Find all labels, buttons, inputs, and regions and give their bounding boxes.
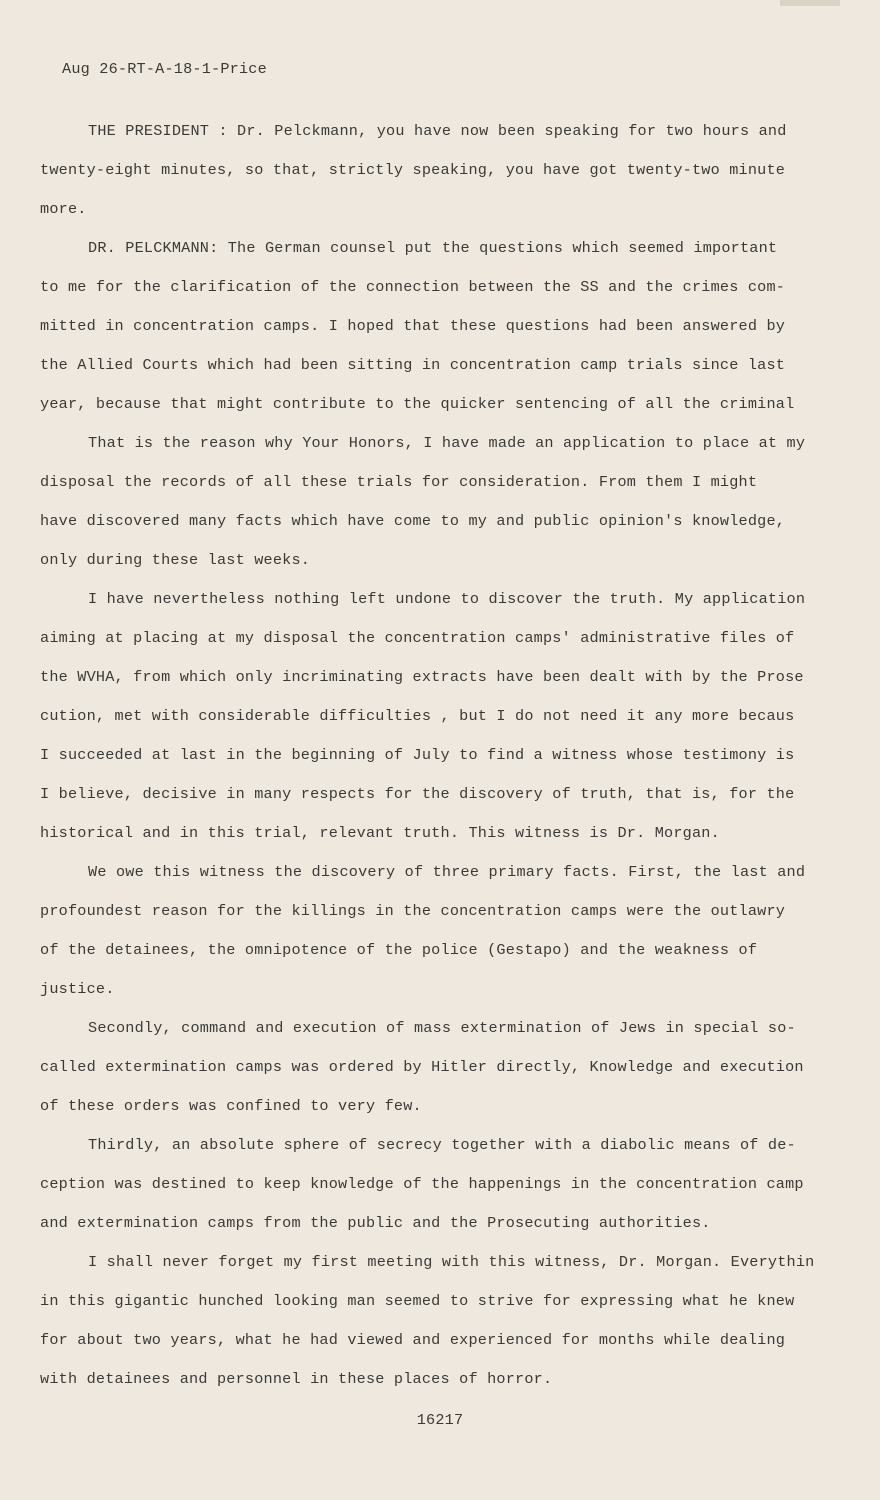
- text-line: for about two years, what he had viewed and experienced for months while dealing: [40, 1331, 786, 1349]
- document-body: [40, 120, 840, 1407]
- text-line: disposal the records of all these trials for consideration. From them I might: [40, 473, 758, 491]
- text-line: the Allied Courts which had been sitting in concentration camp trials since last: [40, 356, 786, 374]
- text-line: I shall never forget my first meeting with this witness, Dr. Morgan. Everythin: [88, 1253, 815, 1271]
- text-line: of these orders was confined to very few.: [40, 1097, 422, 1115]
- text-line: I succeeded at last in the beginning of July to find a witness whose testimony is: [40, 746, 795, 764]
- page-number: 16217: [416, 1411, 464, 1429]
- document-header: Aug 26-RT-A-18-1-Price: [62, 60, 267, 78]
- text-line: mitted in concentration camps. I hoped that these questions had been answered by: [40, 317, 786, 335]
- text-line: twenty-eight minutes, so that, strictly speaking, you have got twenty-two minute: [40, 161, 786, 179]
- text-line: DR. PELCKMANN: The German counsel put the questions which seemed important: [88, 239, 778, 257]
- text-line: That is the reason why Your Honors, I have made an application to place at my: [88, 434, 806, 452]
- text-line: have discovered many facts which have come to my and public opinion's knowledge,: [40, 512, 786, 530]
- text-line: justice.: [40, 980, 115, 998]
- text-line: THE PRESIDENT : Dr. Pelckmann, you have now been speaking for two hours and: [88, 122, 787, 140]
- text-line: in this gigantic hunched looking man seemed to strive for expressing what he knew: [40, 1292, 795, 1310]
- text-line: of the detainees, the omnipotence of the police (Gestapo) and the weakness of: [40, 941, 758, 959]
- text-line: cution, met with considerable difficulties , but I do not need it any more becaus: [40, 707, 795, 725]
- text-line: to me for the clarification of the connection between the SS and the crimes com-: [40, 278, 786, 296]
- text-line: I have nevertheless nothing left undone to discover the truth. My application: [88, 590, 806, 608]
- text-line: year, because that might contribute to the quicker sentencing of all the criminal: [40, 395, 795, 413]
- text-line: profoundest reason for the killings in the concentration camps were the outlawry: [40, 902, 786, 920]
- text-line: aiming at placing at my disposal the concentration camps' administrative files of: [40, 629, 795, 647]
- text-line: with detainees and personnel in these places of horror.: [40, 1370, 553, 1388]
- text-line: called extermination camps was ordered by Hitler directly, Knowledge and execution: [40, 1058, 804, 1076]
- text-line: and extermination camps from the public and the Prosecuting authorities.: [40, 1214, 711, 1232]
- page-edge-mark: [780, 0, 840, 6]
- text-line: We owe this witness the discovery of three primary facts. First, the last and: [88, 863, 806, 881]
- text-line: historical and in this trial, relevant truth. This witness is Dr. Morgan.: [40, 824, 720, 842]
- text-line: Secondly, command and execution of mass extermination of Jews in special so-: [88, 1019, 796, 1037]
- text-line: only during these last weeks.: [40, 551, 311, 569]
- text-line: I believe, decisive in many respects for the discovery of truth, that is, for the: [40, 785, 795, 803]
- text-line: more.: [40, 200, 87, 218]
- text-line: the WVHA, from which only incriminating extracts have been dealt with by the Prose: [40, 668, 804, 686]
- text-line: ception was destined to keep knowledge of the happenings in the concentration camp: [40, 1175, 804, 1193]
- text-line: Thirdly, an absolute sphere of secrecy together with a diabolic means of de-: [88, 1136, 796, 1154]
